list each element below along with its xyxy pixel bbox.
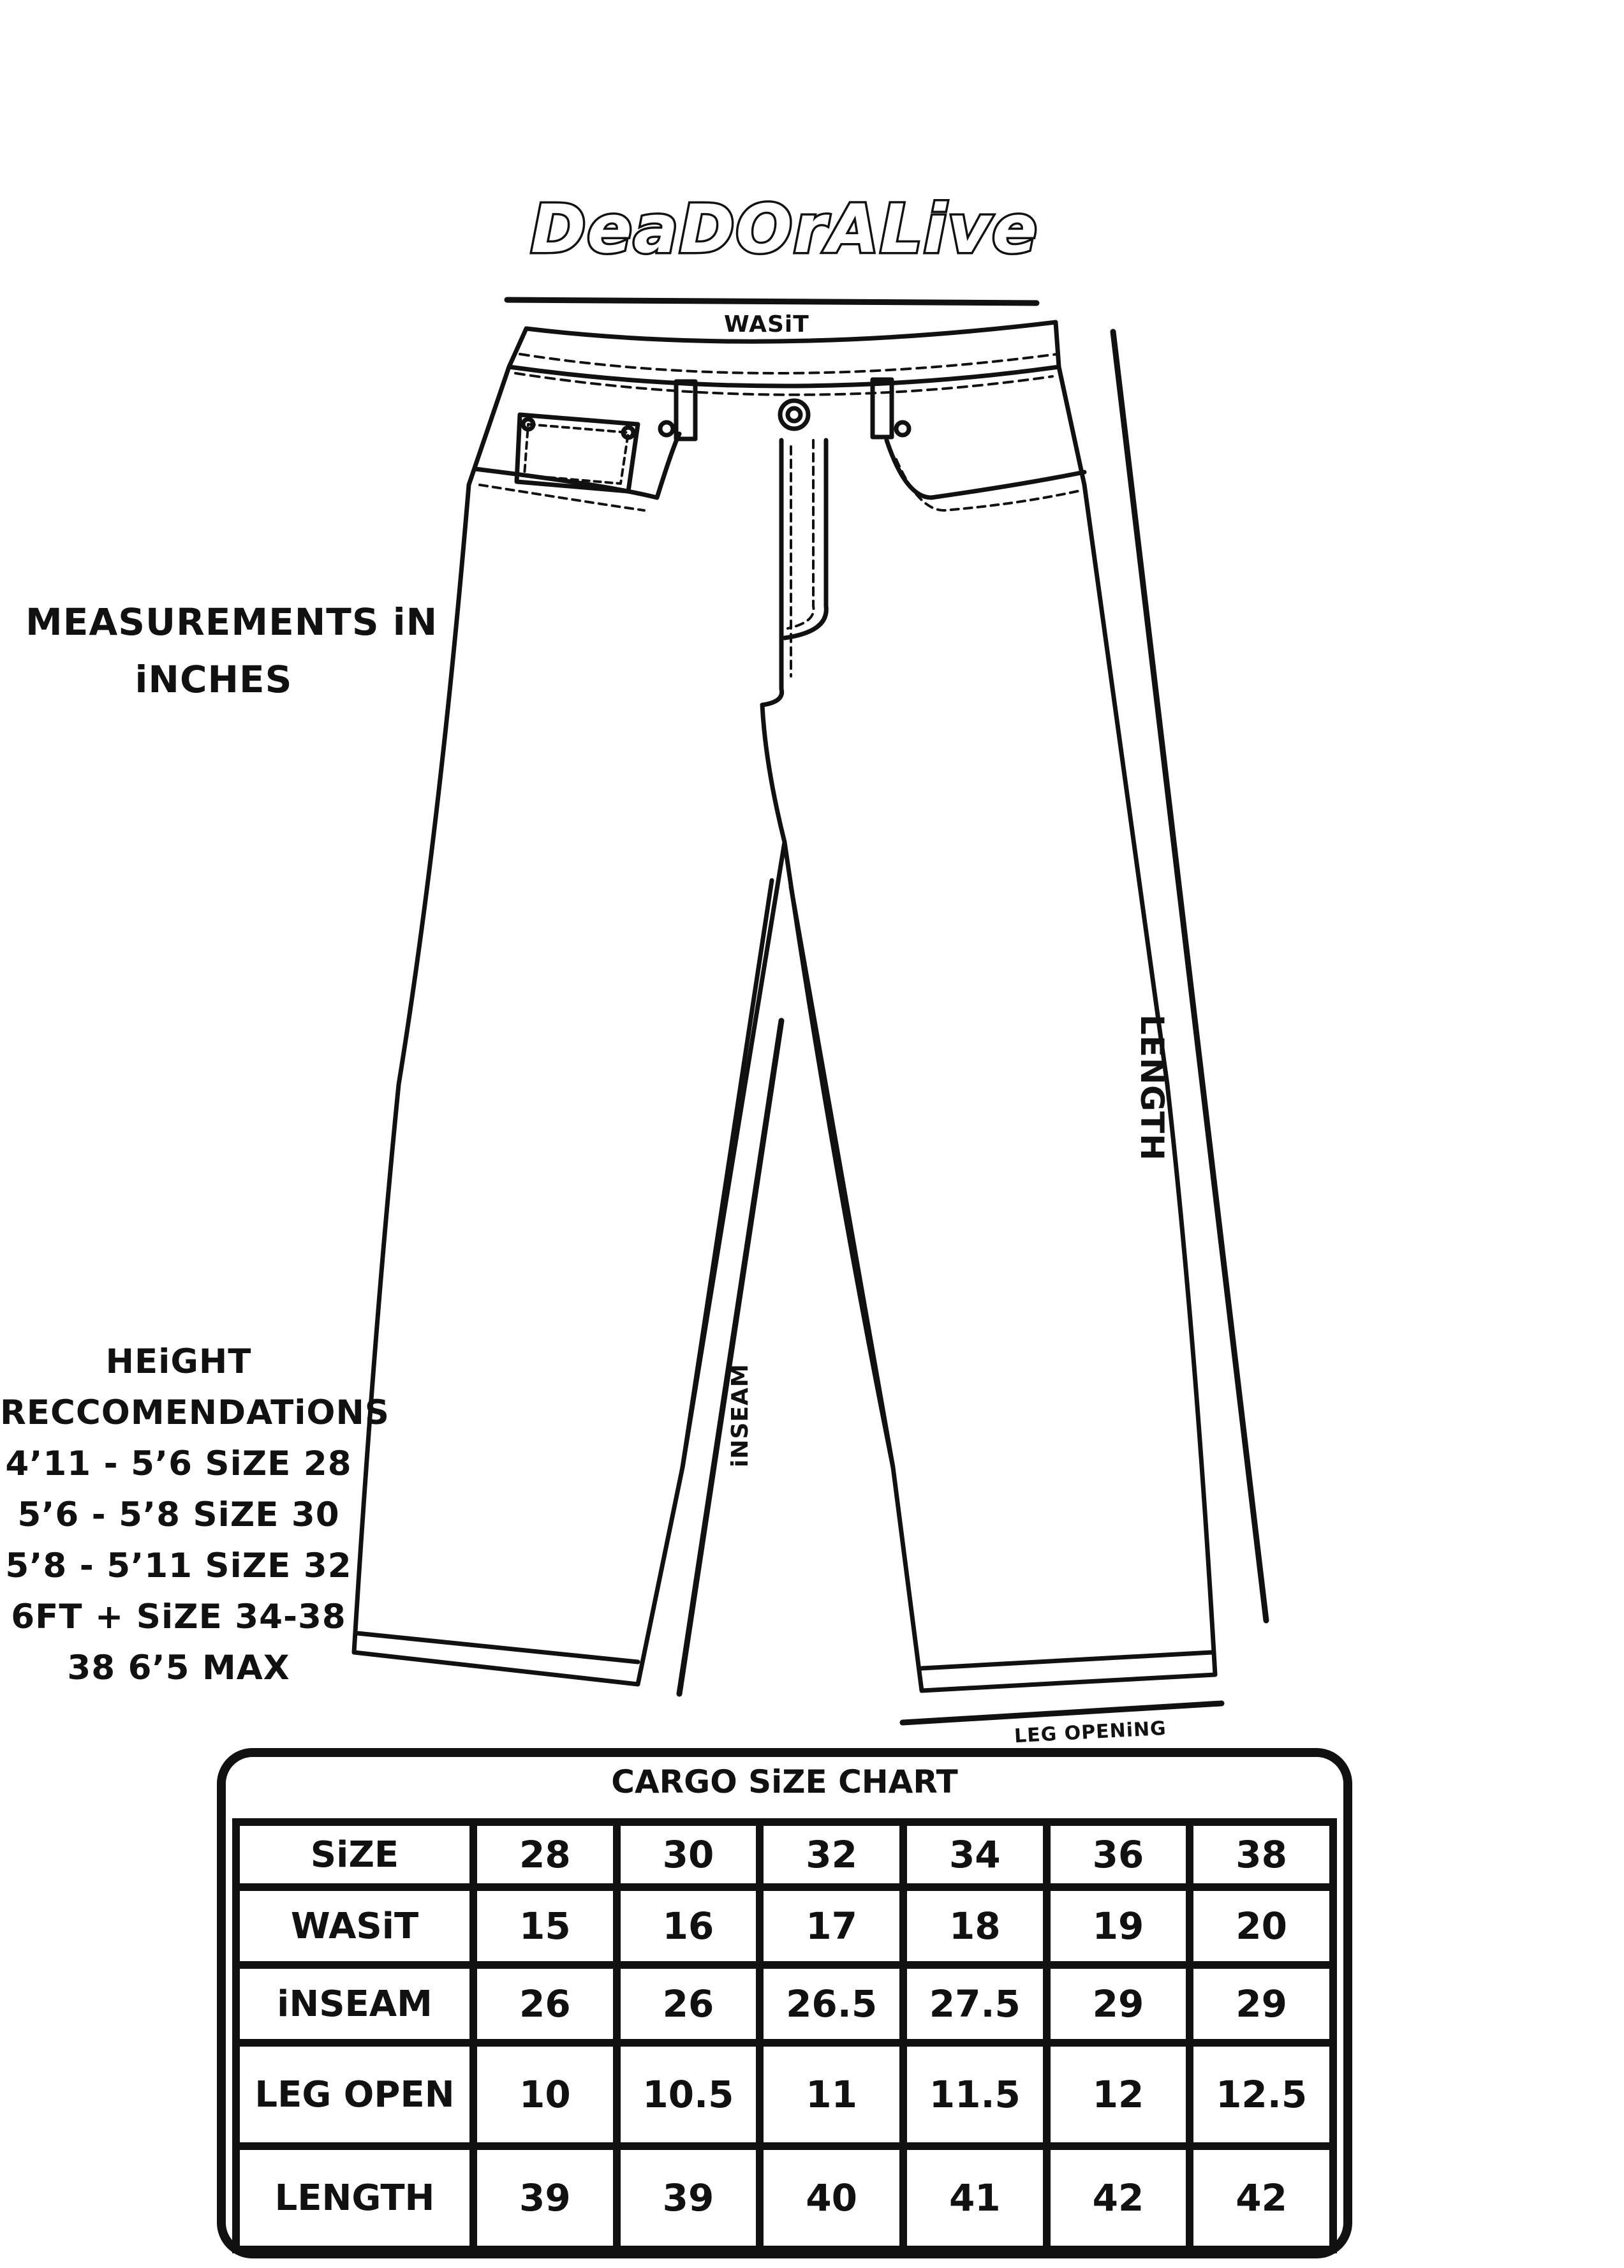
size-cell: 30 [617, 1822, 760, 1887]
fly [762, 440, 782, 705]
height-rec-line: 4’11 - 5’6 SiZE 28 [5, 1444, 352, 1483]
value-cell: 42 [1190, 2146, 1333, 2249]
size-cell: 36 [1047, 1822, 1190, 1887]
height-rec-line: 5’6 - 5’8 SiZE 30 [17, 1495, 340, 1534]
size-cell: 34 [903, 1822, 1047, 1887]
height-recommendations [0, 1337, 390, 1694]
value-cell: 12.5 [1190, 2043, 1333, 2146]
value-cell: 19 [1047, 1887, 1190, 1965]
value-cell: 42 [1047, 2146, 1190, 2249]
table-row [236, 1822, 1333, 1887]
row-header: iNSEAM [236, 1965, 473, 2043]
pants-body [354, 367, 1215, 1691]
measurements-note-line2: iNCHES [135, 658, 293, 701]
row-header: WASiT [236, 1887, 473, 1965]
value-cell: 29 [1047, 1965, 1190, 2043]
value-cell: 10 [473, 2043, 617, 2146]
value-cell: 17 [760, 1887, 903, 1965]
value-cell: 12 [1047, 2043, 1190, 2146]
row-header: LENGTH [236, 2146, 473, 2249]
value-cell: 20 [1190, 1887, 1333, 1965]
inseam-measure-line [679, 1021, 781, 1694]
height-rec-line: 38 6’5 MAX [67, 1649, 290, 1687]
value-cell: 18 [903, 1887, 1047, 1965]
length-measure-line [1113, 332, 1266, 1620]
value-cell: 39 [617, 2146, 760, 2249]
height-rec-title-line2: RECCOMENDATiONS [0, 1393, 390, 1432]
row-header: SiZE [236, 1822, 473, 1887]
value-cell: 26.5 [760, 1965, 903, 2043]
size-chart [217, 1748, 1352, 2258]
right-pocket [887, 440, 1084, 498]
inseam-label: iNSEAM [727, 1363, 753, 1467]
length-label: LENGTH [1133, 1014, 1170, 1161]
table-row [236, 2043, 1333, 2146]
value-cell: 11 [760, 2043, 903, 2146]
value-cell: 27.5 [903, 1965, 1047, 2043]
size-chart-table [232, 1818, 1337, 2253]
value-cell: 10.5 [617, 2043, 760, 2146]
table-row [236, 1965, 1333, 2043]
brand-logo-text: DeaDOrALive [531, 190, 1038, 268]
button-icon [780, 401, 808, 429]
waist-label: WASiT [724, 311, 809, 337]
table-row [236, 2146, 1333, 2249]
measurements-note [26, 593, 438, 708]
value-cell: 40 [760, 2146, 903, 2249]
value-cell: 26 [617, 1965, 760, 2043]
leg-opening-label: LEG OPENiNG [1014, 1717, 1167, 1748]
table-row [236, 1887, 1333, 1965]
height-rec-title-line1: HEiGHT [105, 1342, 252, 1381]
size-cell: 32 [760, 1822, 903, 1887]
value-cell: 15 [473, 1887, 617, 1965]
measurements-note-line1: MEASUREMENTS iN [26, 600, 438, 644]
value-cell: 26 [473, 1965, 617, 2043]
value-cell: 41 [903, 2146, 1047, 2249]
row-header: LEG OPEN [236, 2043, 473, 2146]
value-cell: 29 [1190, 1965, 1333, 2043]
value-cell: 16 [617, 1887, 760, 1965]
height-rec-line: 6FT + SiZE 34-38 [11, 1597, 346, 1636]
value-cell: 11.5 [903, 2043, 1047, 2146]
size-cell: 28 [473, 1822, 617, 1887]
value-cell: 39 [473, 2146, 617, 2249]
waist-measure-line [507, 300, 1037, 303]
size-chart-title: CARGO SiZE CHART [611, 1763, 958, 1800]
leg-opening-measure-line [903, 1703, 1222, 1723]
size-cell: 38 [1190, 1822, 1333, 1887]
height-rec-line: 5’8 - 5’11 SiZE 32 [5, 1546, 352, 1585]
